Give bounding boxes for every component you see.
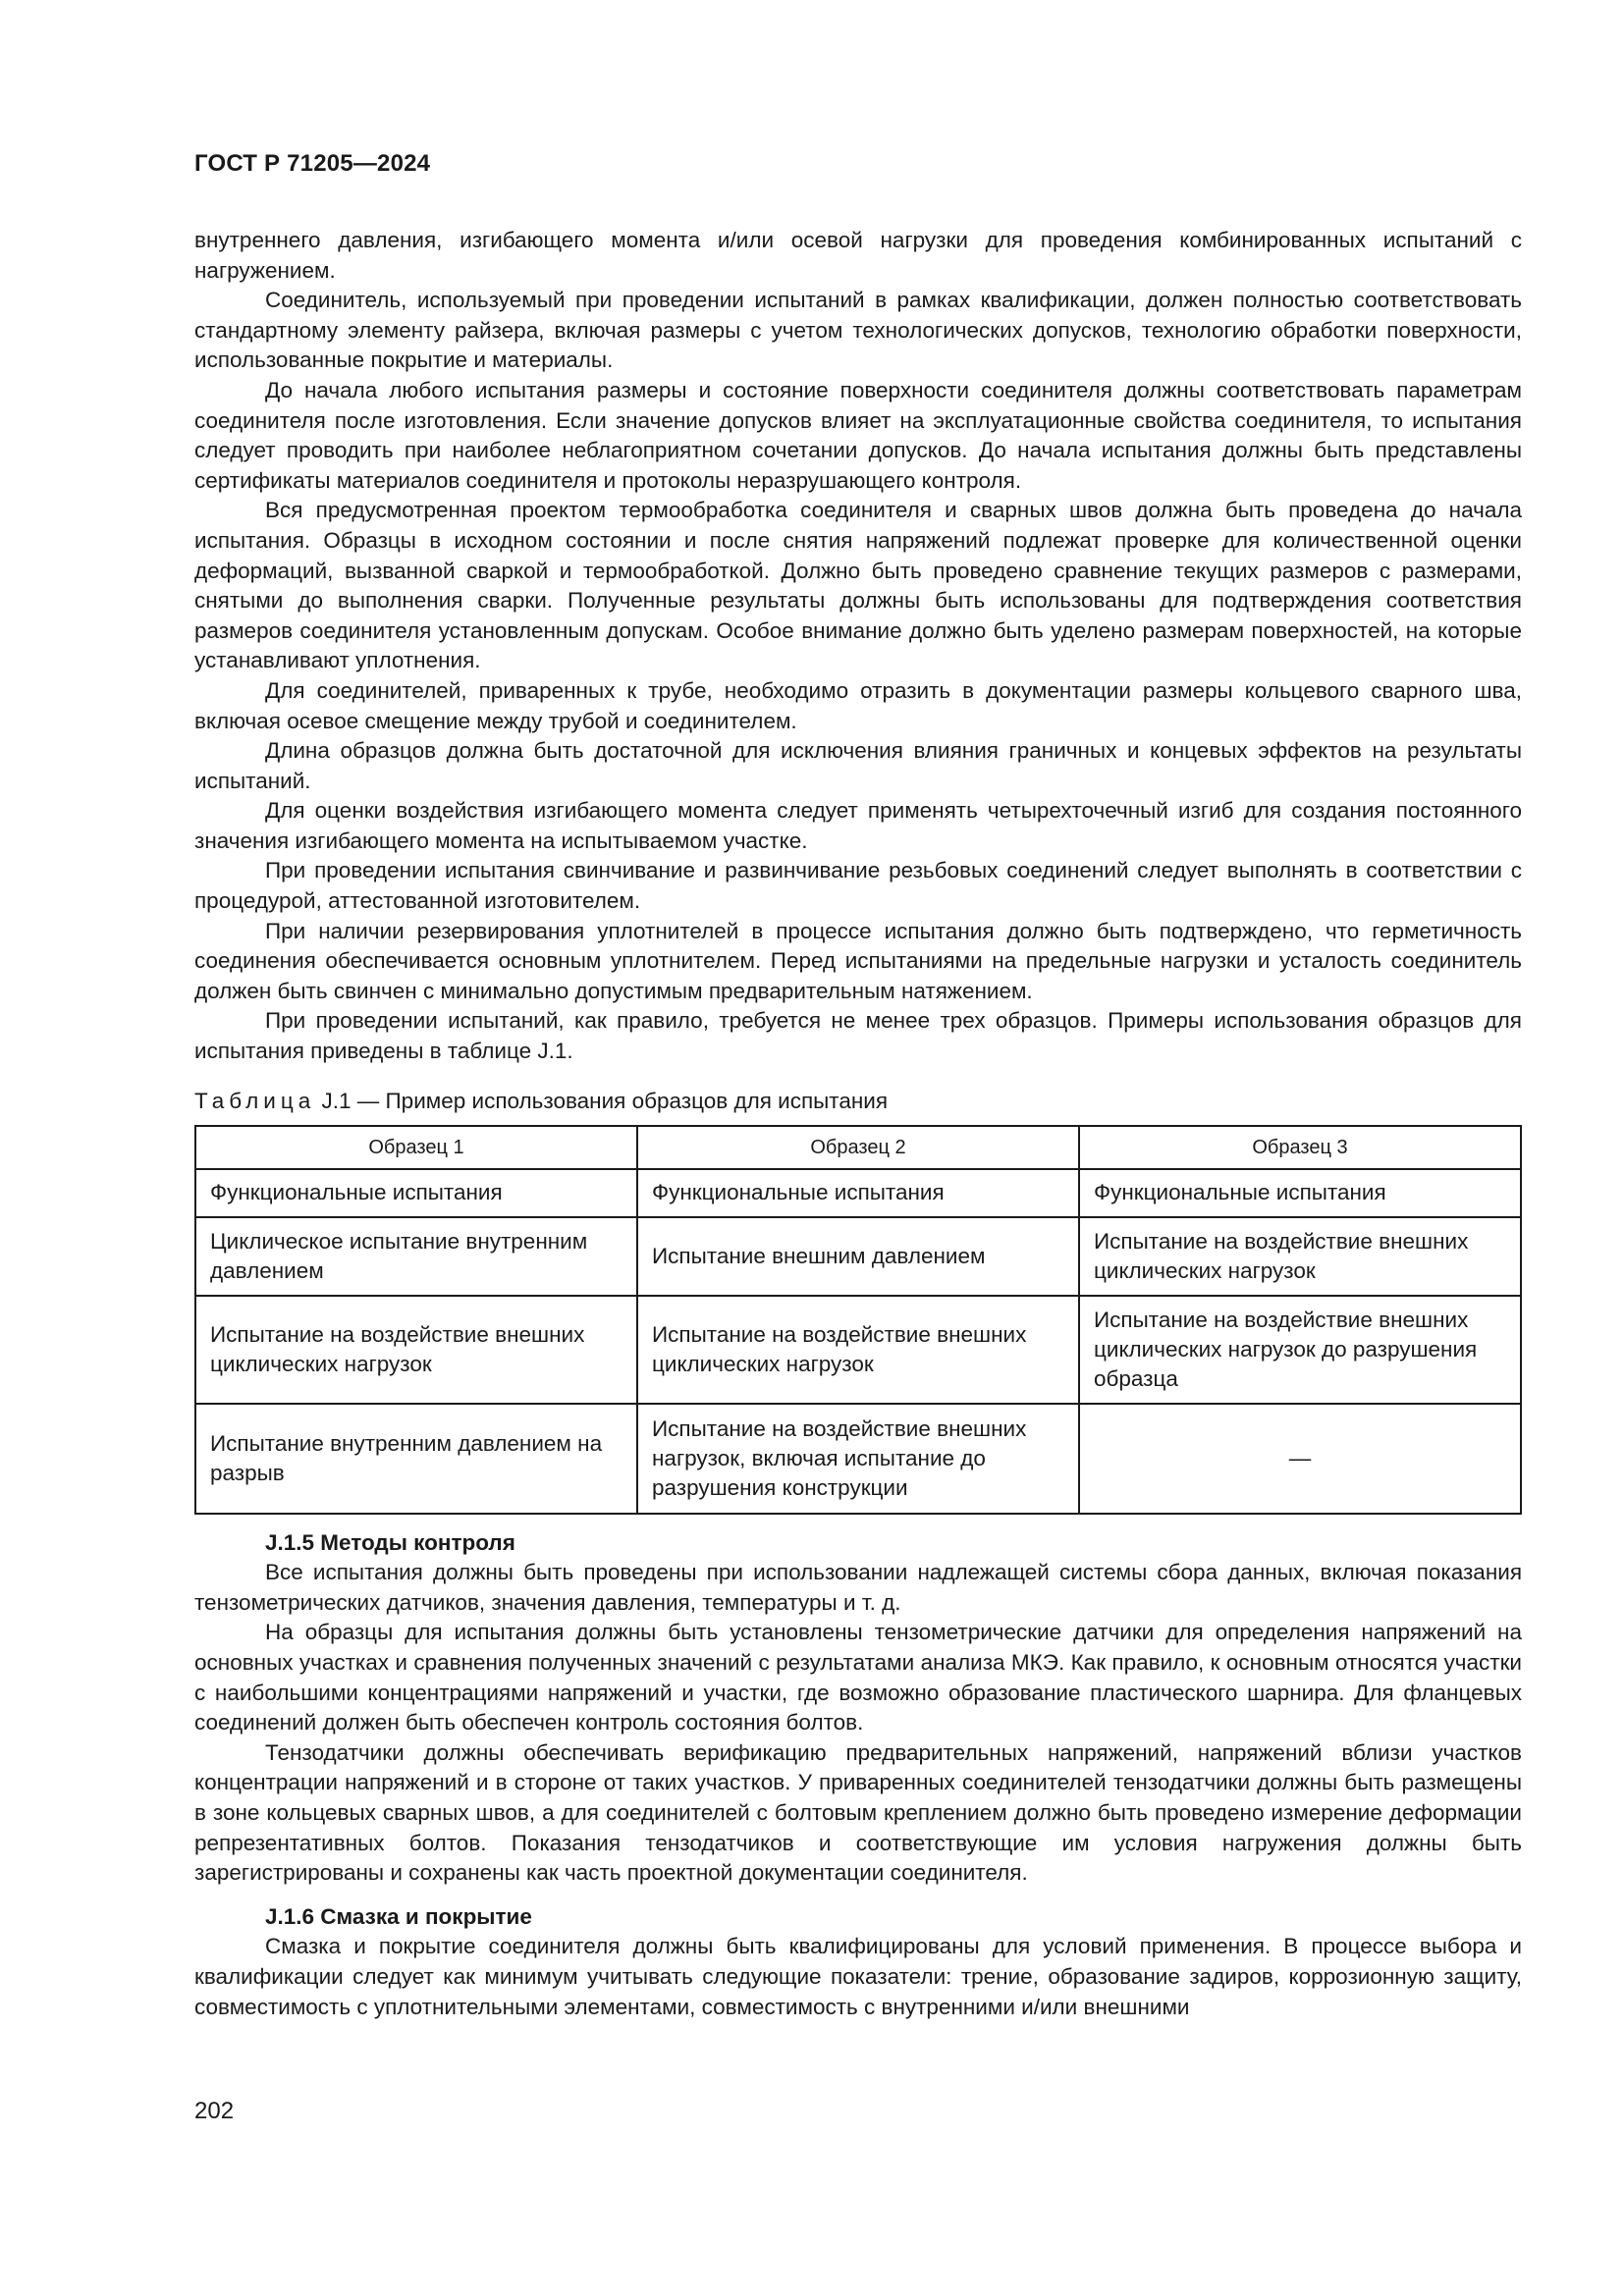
paragraph: Для соединителей, приваренных к трубе, необходимо отразить в документации размеры кольцевого сварного шва, включая осевое смещение между трубой и соединителем. [194,677,1522,733]
table-header-cell: Образец 2 [637,1126,1079,1169]
table-row [195,1404,1521,1514]
table-caption [194,1087,1522,1116]
page-number: 202 [194,2098,235,2124]
paragraph: При проведении испытания свинчивание и развинчивание резьбовых соединений следует выполнять в соответствии с процедурой, аттестованной изготовителем. [194,858,1522,914]
document-header: ГОСТ Р 71205—2024 [194,150,431,177]
table-header-cell: Образец 1 [195,1126,637,1169]
table-cell: Испытание на воздействие внешних нагрузок, включая испытание до разрушения конструкции [637,1404,1079,1514]
table-cell: Испытание на воздействие внешних циклических нагрузок [637,1296,1079,1404]
paragraph: Смазка и покрытие соединителя должны быть квалифицированы для условий применения. В процессе выбора и квалификации следует как минимум учитывать следующие показатели: трение, образование задиров, коррозионную защиту, совместимость с уплотнительными элементами, совместимость с внутренними и/или внешними [194,1934,1522,2019]
paragraph: Вся предусмотренная проектом термообработка соединителя и сварных швов должна быть проведена до начала испытания. Образцы в исходном состоянии и после снятия напряжений подлежат проверке для количественной оценки деформаций, вызванной сваркой и термообработкой. Должно быть проведено сравнение текущих размеров с размерами, снятыми до выполнения сварки. Полученные результаты должны быть использованы для подтверждения соответствия размеров соединителя установленным допускам. Особое внимание должно быть уделено размерам поверхностей, на которые устанавливают уплотнения. [194,498,1522,673]
table-header-cell: Образец 3 [1079,1126,1521,1169]
table-caption-prefix: Таблица [194,1088,316,1113]
table-cell: Испытание на воздействие внешних циклических нагрузок до разрушения образца [1079,1296,1521,1404]
section-heading-j15: J.1.5 Методы контроля [265,1529,515,1555]
paragraph: При проведении испытаний, как правило, требуется не менее трех образцов. Примеры использования образцов для испытания приведены в таблице J.1. [194,1008,1522,1064]
table-row [195,1217,1521,1296]
paragraph: Соединитель, используемый при проведении испытаний в рамках квалификации, должен полностью соответствовать стандартному элементу райзера, включая размеры с учетом технологических допусков, технологию обработки поверхности, использованные покрытие и материалы. [194,288,1522,373]
table-cell: Испытание на воздействие внешних циклических нагрузок [195,1296,637,1404]
paragraph: До начала любого испытания размеры и состояние поверхности соединителя должны соответствовать параметрам соединителя после изготовления. Если значение допусков влияет на эксплуатационные свойства соединителя, то испытания следует проводить при наиболее неблагоприятном сочетании допусков. До начала испытания должны быть представлены сертификаты материалов соединителя и протоколы неразрушающего контроля. [194,377,1522,493]
table-cell: Испытание внешним давлением [637,1217,1079,1296]
paragraph-continuation: внутреннего давления, изгибающего момента и/или осевой нагрузки для проведения комбинированных испытаний с нагружением. [194,228,1522,283]
table-cell: Испытание внутренним давлением на разрыв [195,1404,637,1514]
paragraph: Тензодатчики должны обеспечивать верификацию предварительных напряжений, напряжений вблизи участков концентрации напряжений и в стороне от таких участков. У приваренных соединителей тензодатчики должны быть размещены в зоне кольцевых сварных швов, а для соединителей с болтовым креплением должно быть проведено измерение деформации репрезентативных болтов. Показания тензодатчиков и соответствующие им условия нагружения должны быть зарегистрированы и сохранены как часть проектной документации соединителя. [194,1739,1522,1886]
paragraph: Все испытания должны быть проведены при использовании надлежащей системы сбора данных, включая показания тензометрических датчиков, значения давления, температуры и т. д. [194,1560,1522,1615]
table-cell: Функциональные испытания [1079,1169,1521,1217]
page-content [194,226,1522,2022]
table-row [195,1169,1521,1217]
paragraph: На образцы для испытания должны быть установлены тензометрические датчики для определения напряжений на основных участках и сравнения полученных значений с результатами анализа МКЭ. Как правило, к основным относятся участки с наибольшими концентрациями напряжений и участки, где возможно образование пластического шарнира. Для фланцевых соединений должен быть обеспечен контроль состояния болтов. [194,1620,1522,1735]
table-row [195,1296,1521,1404]
table-cell: Функциональные испытания [195,1169,637,1217]
table-cell: Функциональные испытания [637,1169,1079,1217]
samples-table [194,1125,1522,1515]
table-header-row [195,1126,1521,1169]
table-cell: Циклическое испытание внутренним давлением [195,1217,637,1296]
table-caption-text: J.1 — Пример использования образцов для испытания [315,1088,889,1113]
paragraph: При наличии резервирования уплотнителей в процессе испытания должно быть подтверждено, что герметичность соединения обеспечивается основным уплотнителем. Перед испытаниями на предельные нагрузки и усталость соединитель должен быть свинчен с минимально допустимым предварительным натяжением. [194,918,1522,1003]
paragraph: Длина образцов должна быть достаточной для исключения влияния граничных и концевых эффектов на результаты испытаний. [194,738,1522,793]
section-heading-j16: J.1.6 Смазка и покрытие [265,1903,532,1929]
table-cell: Испытание на воздействие внешних циклических нагрузок [1079,1217,1521,1296]
table-cell: — [1079,1404,1521,1514]
paragraph: Для оценки воздействия изгибающего момента следует применять четырехточечный изгиб для создания постоянного значения изгибающего момента на испытываемом участке. [194,798,1522,853]
